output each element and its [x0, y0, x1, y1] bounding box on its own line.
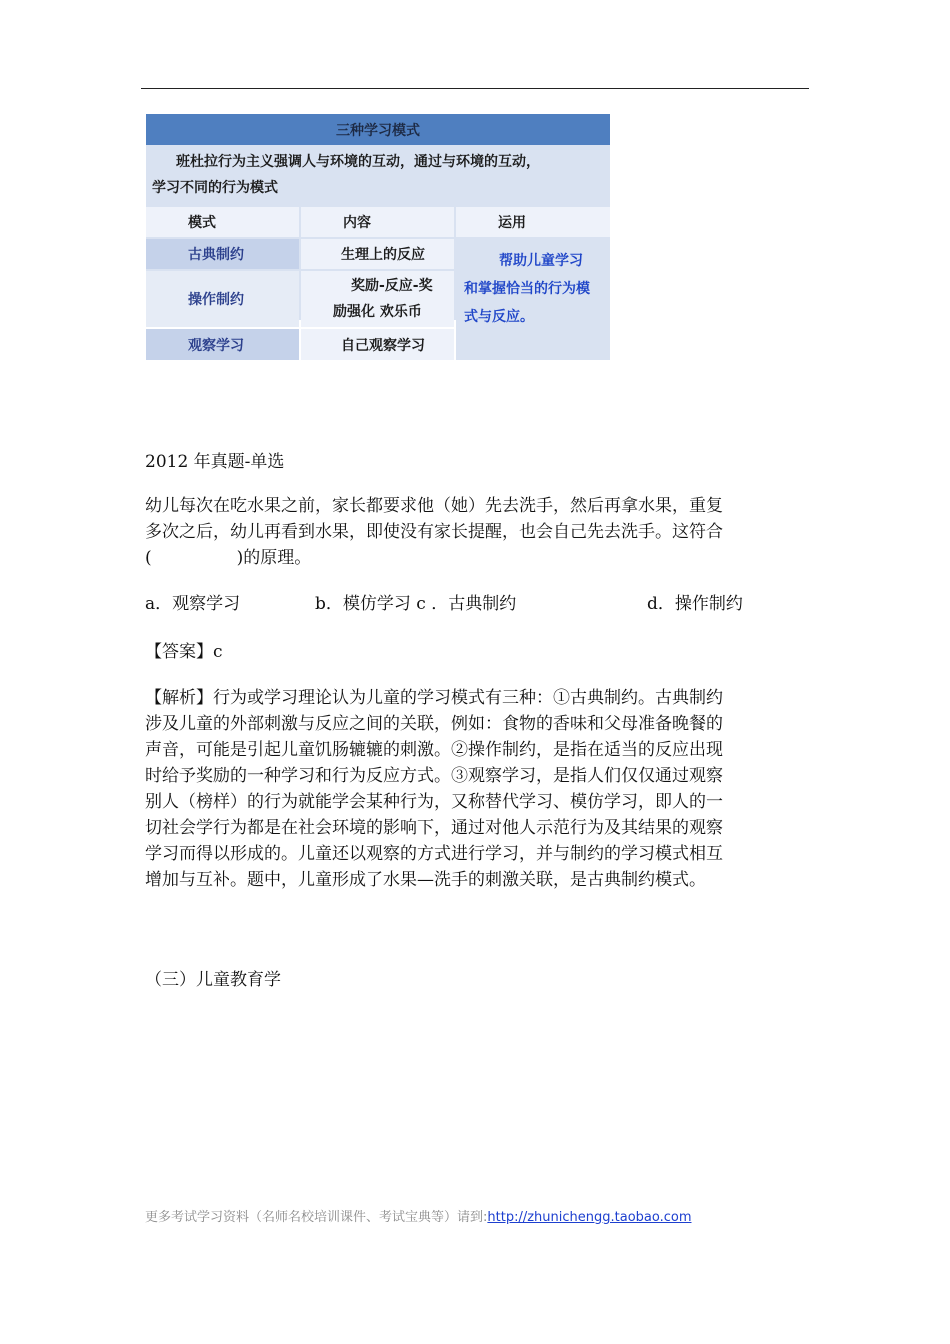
- option-a: a．观察学习: [145, 594, 241, 614]
- table-cell-mode: 古典制约: [146, 239, 299, 269]
- table-cell-mode: 操作制约: [146, 271, 299, 327]
- learning-modes-table: [146, 114, 610, 360]
- footer: [145, 1206, 692, 1225]
- option-d: d．操作制约: [647, 594, 743, 614]
- question-stem: 幼儿每次在吃水果之前，家长都要求他（她）先去洗手，然后再拿水果，重复 多次之后，幼儿再看到水果，即使没有家长提醒，也会自己先去洗手。这符合 ( )的原理。: [145, 496, 723, 568]
- table-cell-content: 自己观察学习: [301, 329, 454, 360]
- table-cell-usage: 帮助儿童学习 和掌握恰当的行为模 式与反应。: [456, 239, 610, 360]
- table-intro-line1: 班杜拉行为主义强调人与环境的互动，通过与环境的互动，: [176, 154, 540, 170]
- table-cell-content: 奖励-反应-奖 励强化 欢乐币: [301, 271, 454, 327]
- table-intro-line2: 学习不同的行为模式: [152, 180, 278, 196]
- table-cell-content: 生理上的反应: [301, 239, 454, 269]
- footer-link[interactable]: http://zhunichengg.taobao.com: [487, 1210, 692, 1225]
- table-header-mode: 模式: [146, 207, 299, 237]
- table-header-content: 内容: [301, 207, 454, 237]
- table-title: 三种学习模式: [146, 114, 610, 145]
- footer-text: 更多考试学习资料（名师名校培训课件、考试宝典等）请到:: [145, 1210, 488, 1225]
- option-b-c: b．模仿学习 c ．古典制约: [315, 594, 517, 614]
- header-rule: [141, 88, 809, 89]
- section-heading: （三）儿童教育学: [145, 970, 281, 990]
- table-cell-mode: 观察学习: [146, 329, 299, 360]
- question-year-label: 2012 年真题-单选: [145, 452, 285, 472]
- answer: 【答案】c: [145, 642, 223, 662]
- analysis: 【解析】行为或学习理论认为儿童的学习模式有三种：①古典制约。古典制约 涉及儿童的外部刺激与反应之间的关联，例如：食物的香味和父母准备晚餐的 声音，可能是引起儿童饥肠辘辘的刺激。②操作制约，是指在适当的反应出现 时给予奖励的一种学习和行为反应方式。③观察学习，是指人们仅仅通过观察 别人（榜样）的行为就能学会某种行为，又称替代学习、模仿学习，即人的一 切社会学行为都是在社会环境的影响下，通过对他人示范行为及其结果的观察 学习而得以形成的。儿童还以观察的方式进行学习，并与制约的学习模式相互 增加与互补。题中，儿童形成了水果—洗手的刺激关联，是古典制约模式。: [145, 688, 723, 890]
- table-header-usage: 运用: [456, 207, 610, 237]
